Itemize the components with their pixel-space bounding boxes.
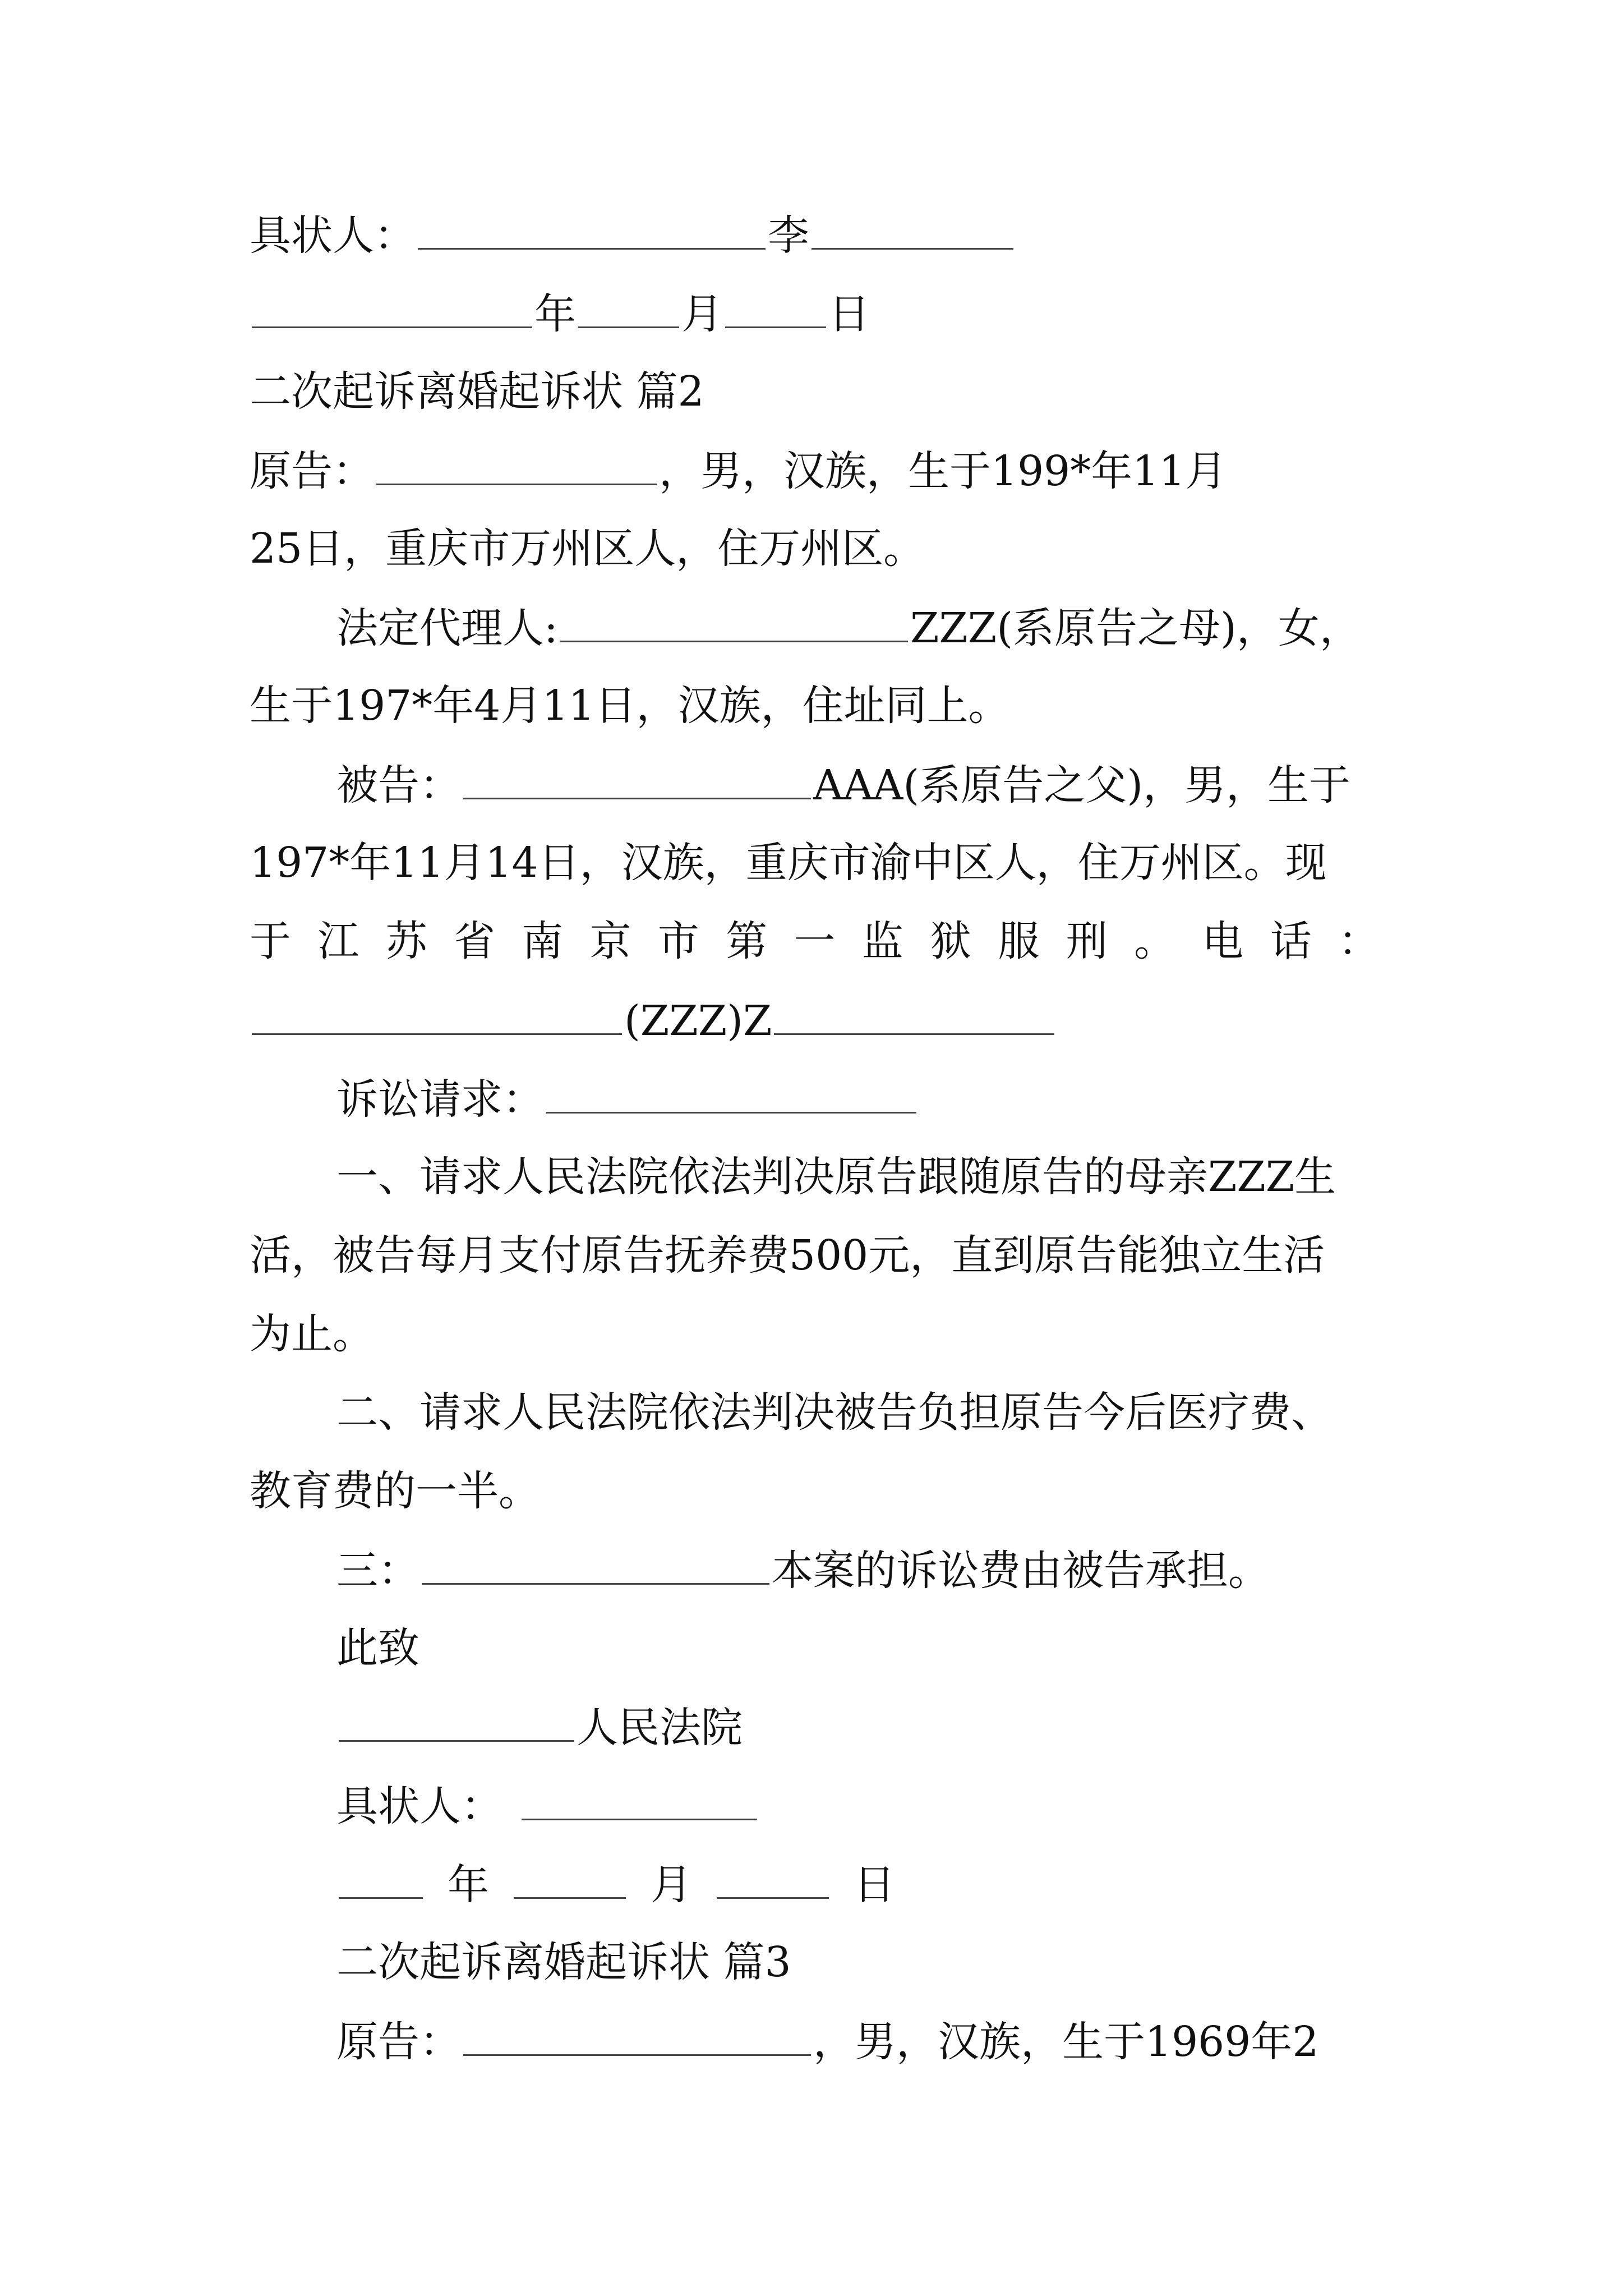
defendant-line-cont: 197*年11月14日，汉族，重庆市渝中区人，住万州区。现 <box>250 839 1327 887</box>
date-line-1 <box>250 285 870 342</box>
plaintiff-label: 原告： <box>250 447 374 495</box>
spread-char: 监 <box>861 917 903 965</box>
plaintiff-line-3 <box>336 2013 1318 2070</box>
spread-char: 话 <box>1270 917 1312 965</box>
claim-2-line-1: 二、请求人民法院依法判决被告负担原告今后医疗费、 <box>336 1388 1332 1437</box>
agent-details: ZZZ(系原告之母)，女， <box>910 604 1361 652</box>
blank-field <box>560 599 908 642</box>
blank-field <box>418 206 766 250</box>
plaintiff-details: ，男，汉族，生于199*年11月 <box>659 447 1227 495</box>
spread-char: 电 <box>1202 917 1244 965</box>
blank-field <box>252 285 532 328</box>
spread-char: 一 <box>794 917 836 965</box>
spread-char: 刑 <box>1066 917 1108 965</box>
defendant-label: 被告： <box>336 761 461 809</box>
defendant-details: AAA(系原告之父)，男，生于 <box>813 761 1351 809</box>
blank-field <box>546 1070 916 1114</box>
agent-line-cont: 生于197*年4月11日，汉族，住址同上。 <box>250 682 1010 730</box>
plaintiff-line-cont: 25日，重庆市万州区人，住万州区。 <box>250 524 925 573</box>
signer-name: 李 <box>768 211 809 260</box>
claim-3-text: 本案的诉讼费由被告承担。 <box>772 1547 1270 1595</box>
claim-3-line <box>336 1542 1270 1599</box>
court-line <box>336 1699 743 1756</box>
heading-part-2: 二次起诉离婚起诉状 篇2 <box>250 367 704 416</box>
claim-1-line-1: 一、请求人民法院依法判决原告跟随原告的母亲ZZZ生 <box>336 1153 1336 1201</box>
blank-field <box>522 1777 757 1820</box>
claim-1-line-2: 活，被告每月支付原告抚养费500元，直到原告能独立生活 <box>250 1231 1325 1280</box>
signer-label: 具状人： <box>250 211 416 260</box>
blank-field <box>578 285 679 328</box>
date-line-2 <box>336 1856 895 1913</box>
claim-1-line-3: 为止。 <box>250 1310 374 1358</box>
defendant-line <box>336 756 1350 813</box>
closing-text: 此致 <box>336 1624 419 1672</box>
spread-char: 狱 <box>930 917 972 965</box>
blank-field <box>463 2013 811 2056</box>
phone-line <box>250 992 1057 1049</box>
spread-char: 于 <box>250 917 291 965</box>
month-label: 月 <box>651 1861 692 1909</box>
phone-number: (ZZZ)Z <box>624 997 772 1045</box>
defendant-line-spread <box>250 913 1380 969</box>
spread-char: 江 <box>317 917 359 965</box>
spread-char: 南 <box>522 917 564 965</box>
blank-field <box>252 992 622 1035</box>
plaintiff-line <box>250 442 1227 499</box>
month-label: 月 <box>681 290 723 338</box>
blank-field <box>811 206 1013 250</box>
claims-label: 诉讼请求： <box>336 1075 544 1124</box>
blank-field <box>717 1856 829 1899</box>
spread-char: 第 <box>726 917 768 965</box>
day-label: 日 <box>854 1861 895 1909</box>
heading-part-3: 二次起诉离婚起诉状 篇3 <box>336 1938 791 1986</box>
court-name: 人民法院 <box>577 1704 743 1752</box>
claim-2-line-2: 教育费的一半。 <box>250 1467 540 1515</box>
year-label: 年 <box>534 290 576 338</box>
blank-field <box>514 1856 626 1899</box>
blank-field <box>339 1699 574 1742</box>
spread-char: 服 <box>998 917 1040 965</box>
blank-field <box>774 992 1054 1035</box>
signer-label: 具状人： <box>336 1782 502 1830</box>
claim-3-label: 三： <box>336 1547 419 1595</box>
signer-line-2 <box>336 1777 759 1834</box>
spread-char: 。 <box>1134 917 1176 965</box>
year-label: 年 <box>448 1861 489 1909</box>
blank-field <box>422 1542 769 1585</box>
plaintiff-details: ，男，汉族，生于1969年2 <box>813 2018 1319 2066</box>
blank-field <box>376 442 657 485</box>
signer-line-1 <box>250 206 1016 264</box>
spread-char: 苏 <box>385 917 427 965</box>
agent-label: 法定代理人: <box>336 604 558 652</box>
blank-field <box>725 285 826 328</box>
plaintiff-label: 原告： <box>336 2018 461 2066</box>
blank-field <box>339 1856 423 1899</box>
day-label: 日 <box>828 290 870 338</box>
claims-heading <box>336 1070 919 1128</box>
spread-char: ： <box>1338 917 1380 965</box>
agent-line <box>336 599 1361 656</box>
spread-char: 省 <box>453 917 495 965</box>
spread-char: 市 <box>657 917 699 965</box>
spread-char: 京 <box>589 917 631 965</box>
blank-field <box>463 756 811 799</box>
